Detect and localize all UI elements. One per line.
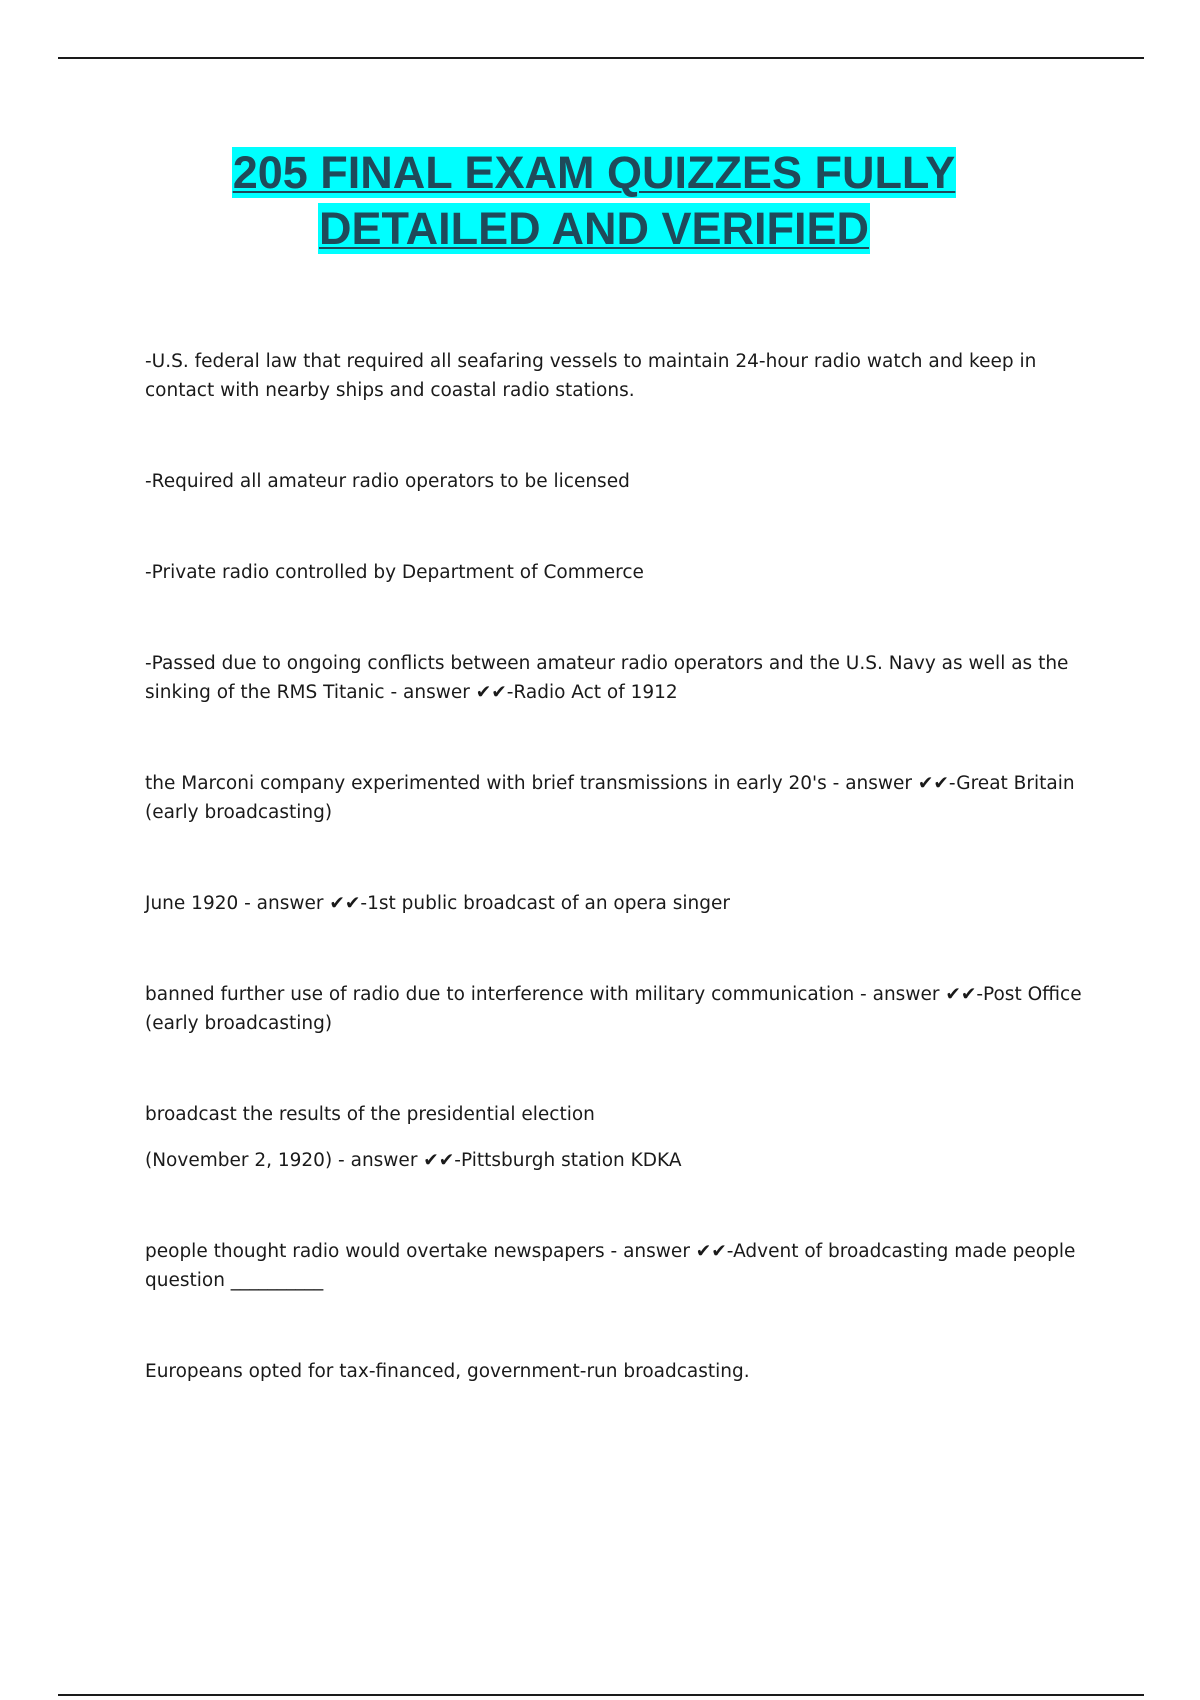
entry-text: -Passed due to ongoing conflicts between amateur radio operators and the U.S. Navy as well as the sinking of the RMS Titanic - answer ✔✔-Radio Act of 1912 [145, 653, 1069, 703]
top-rule [58, 57, 1144, 59]
qa-entry [145, 980, 1090, 1038]
entry-text: -Private radio controlled by Department of Commerce [145, 562, 644, 583]
entry-text: broadcast the results of the presidential election [145, 1104, 595, 1125]
qa-entry [145, 889, 1090, 918]
qa-entry [145, 558, 1090, 587]
entry-text: -Required all amateur radio operators to be licensed [145, 471, 630, 492]
qa-entry [145, 347, 1090, 405]
qa-entry [145, 1237, 1090, 1295]
qa-entry [145, 649, 1090, 707]
qa-entry [145, 1357, 1090, 1386]
qa-entry [145, 769, 1090, 827]
document-body [145, 347, 1090, 1448]
entry-text: -U.S. federal law that required all seafaring vessels to maintain 24-hour radio watch and keep in contact with nearby ships and coastal radio stations. [145, 351, 1037, 401]
entry-text: people thought radio would overtake newspapers - answer ✔✔-Advent of broadcasting made people question __________ [145, 1241, 1076, 1291]
bottom-rule [58, 1694, 1144, 1696]
entry-text: June 1920 - answer ✔✔-1st public broadcast of an opera singer [145, 893, 730, 914]
title-line-1: 205 FINAL EXAM QUIZZES FULLY [232, 147, 956, 198]
entry-text: the Marconi company experimented with brief transmissions in early 20's - answer ✔✔-Great Britain (early broadcasting) [145, 773, 1075, 823]
qa-entry [145, 1100, 1090, 1175]
title-line-2: DETAILED AND VERIFIED [318, 203, 870, 254]
entry-text: banned further use of radio due to interference with military communication - answer ✔✔-Post Office (early broadcasting) [145, 984, 1082, 1034]
entry-text: Europeans opted for tax-financed, government-run broadcasting. [145, 1361, 750, 1382]
entry-text-continued: (November 2, 1920) - answer ✔✔-Pittsburgh station KDKA [145, 1150, 682, 1171]
qa-entry [145, 467, 1090, 496]
document-title [0, 145, 1188, 257]
